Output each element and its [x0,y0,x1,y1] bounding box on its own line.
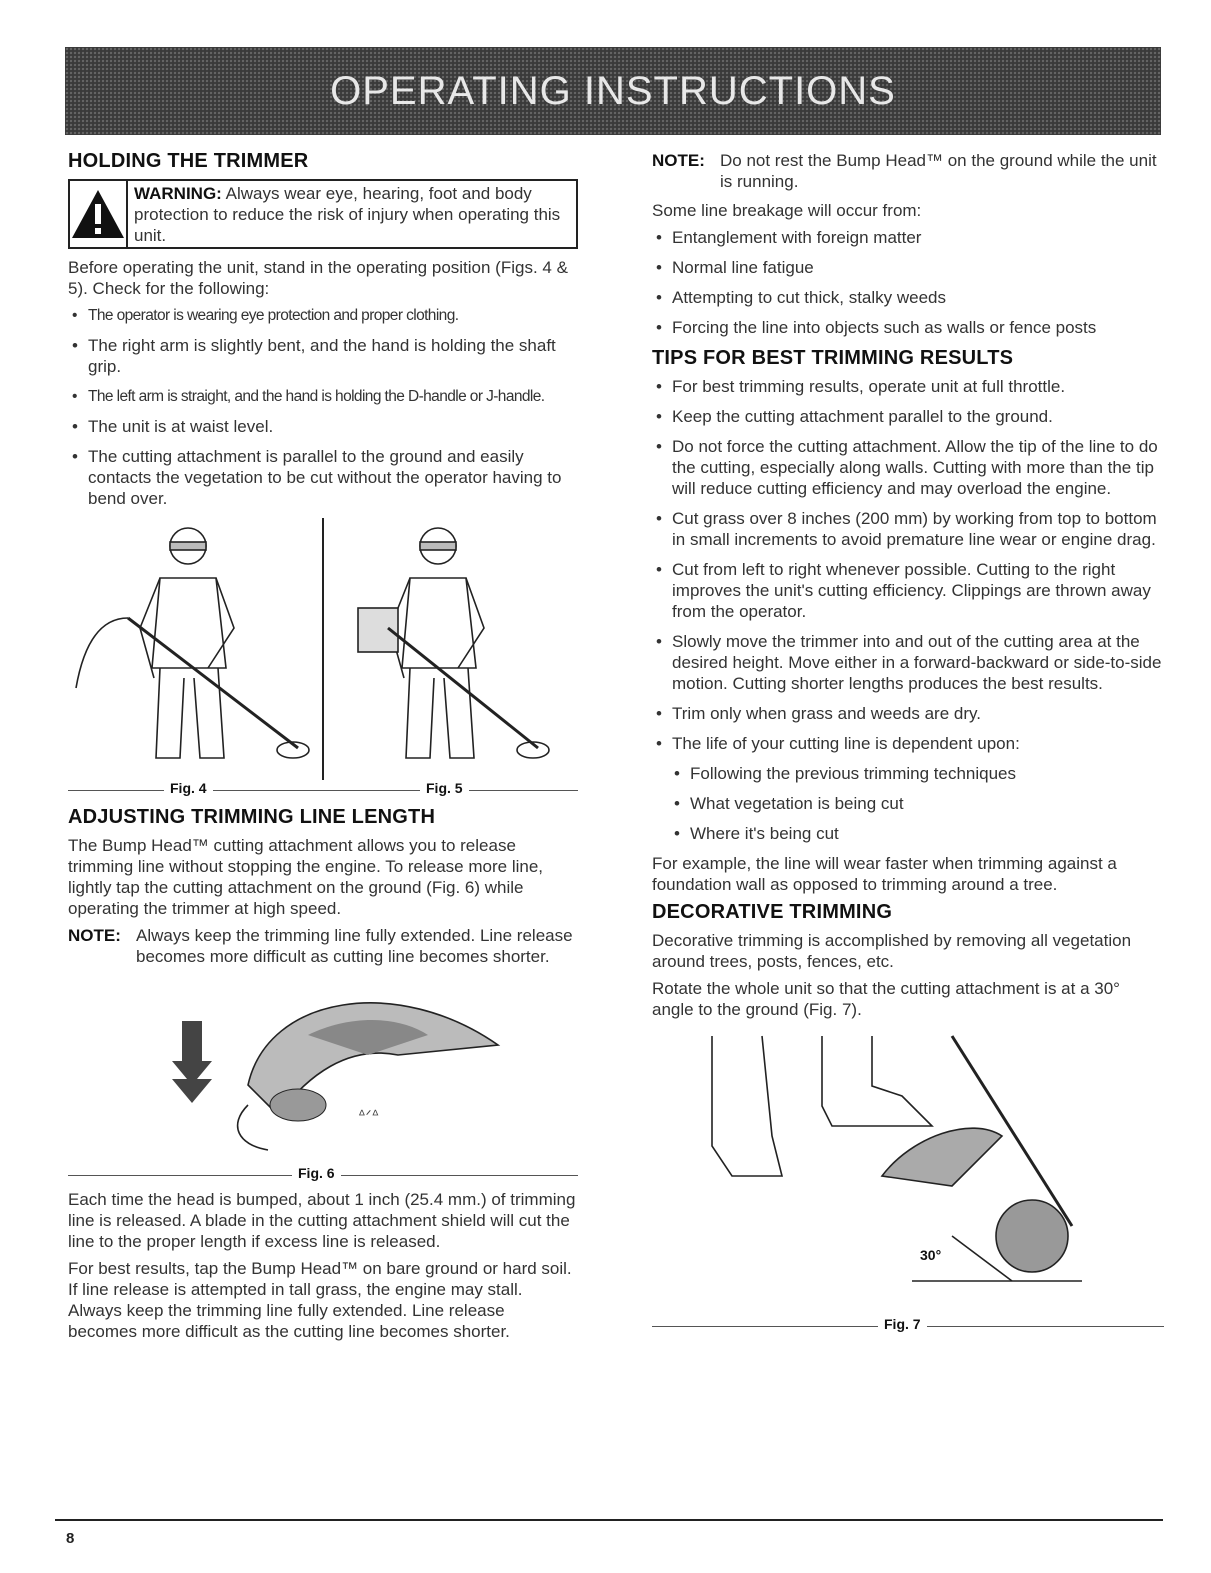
list-item: • The life of your cutting line is dependent upon: [652,733,1164,754]
note-text: Always keep the trimming line fully extended. Line release becomes more difficult as cutting line becomes shorter. [136,926,573,966]
page-title: OPERATING INSTRUCTIONS [330,68,896,113]
angle-label: 30° [920,1247,942,1263]
list-item: • Where it's being cut [652,823,1164,844]
note-label: NOTE: [68,926,121,945]
svg-text:ᐞᐟᐞ: ᐞᐟᐞ [358,1107,380,1123]
list-item: • Entanglement with foreign matter [652,227,1164,248]
figure-6 [68,975,578,1165]
list-item: • What vegetation is being cut [652,793,1164,814]
list-item: • The unit is at waist level. [68,416,578,437]
page-number: 8 [66,1530,75,1547]
adjusting-para3: For best results, tap the Bump Head™ on bare ground or hard soil. If line release is attempted in tall grass, the engine may stall. Always keep the trimming line fully extended. Line release becomes more difficult as the cutting line becomes shorter. [68,1259,572,1341]
left-column [68,150,578,1348]
tips-example: For example, the line will wear faster when trimming against a foundation wall as opposed to trimming around a tree. [652,854,1117,894]
holding-checklist [68,305,578,509]
fig6-caption: Fig. 6 [292,1165,341,1181]
fig5-caption: Fig. 5 [420,780,469,796]
list-item: • The operator is wearing eye protection and proper clothing. [68,305,578,326]
right-column [652,150,1164,1336]
fig4-caption: Fig. 4 [164,780,213,796]
list-item: • The cutting attachment is parallel to the ground and easily contacts the vegetation to be cut without the operator having to bend over. [68,446,578,509]
adjusting-para2: Each time the head is bumped, about 1 inch (25.4 mm.) of trimming line is released. A blade in the cutting attachment shield will cut the line to the proper length if excess line is released. [68,1190,576,1251]
decorative-para2: Rotate the whole unit so that the cutting attachment is at a 30° angle to the ground (Fig. 7). [652,979,1120,1019]
breakage-intro: Some line breakage will occur from: [652,201,922,220]
figure-7 [652,1026,1164,1316]
list-item: • Cut grass over 8 inches (200 mm) by working from top to bottom in small increments to avoid premature line wear or engine drag. [652,508,1164,550]
down-arrow-icon [172,1021,212,1103]
note-text: Do not rest the Bump Head™ on the ground while the unit is running. [720,151,1157,191]
warning-body: Always wear eye, hearing, foot and body protection to reduce the risk of injury when operating this unit. [134,184,561,245]
list-item: • Following the previous trimming techniques [652,763,1164,784]
bump-head-note [652,150,1164,192]
note-label: NOTE: [652,151,705,170]
fig7-caption: Fig. 7 [878,1316,927,1332]
list-item: • The right arm is slightly bent, and the hand is holding the shaft grip. [68,335,578,377]
operator-illustration [68,518,578,780]
list-item: • Keep the cutting attachment parallel to the ground. [652,406,1164,427]
figure-caption-row [652,1316,1164,1336]
list-item: • Slowly move the trimmer into and out of the cutting area at the desired height. Move either in a forward-backward or side-to-side motion. Cutting shorter lengths produces the best results. [652,631,1164,694]
list-item: • Do not force the cutting attachment. Allow the tip of the line to do the cutting, especially along walls. Cutting with more than the tip will reduce cutting efficiency and may overload the engine. [652,436,1164,499]
warning-box [68,179,578,249]
heading-adjusting: ADJUSTING TRIMMING LINE LENGTH [68,806,436,828]
figure-caption-row [68,1165,578,1185]
list-item: • Attempting to cut thick, stalky weeds [652,287,1164,308]
heading-holding: HOLDING THE TRIMMER [68,150,309,172]
warning-label: WARNING: [134,184,222,203]
heading-tips: TIPS FOR BEST TRIMMING RESULTS [652,347,1014,369]
list-item: • Forcing the line into objects such as walls or fence posts [652,317,1164,338]
warning-triangle-icon [70,181,128,247]
list-item: • For best trimming results, operate unit at full throttle. [652,376,1164,397]
list-item: • The left arm is straight, and the hand is holding the D-handle or J-handle. [68,386,578,407]
breakage-list [652,227,1164,338]
warning-text [128,181,576,247]
adjusting-para1: The Bump Head™ cutting attachment allows you to release trimming line without stopping the engine. To release more line, lightly tap the cutting attachment on the ground (Fig. 6) while operating the trimmer at high speed. [68,836,544,918]
decorative-para1: Decorative trimming is accomplished by removing all vegetation around trees, posts, fences, etc. [652,931,1132,971]
footer-rule [55,1519,1163,1521]
bump-head-illustration [68,975,578,1165]
tips-list [652,376,1164,844]
holding-intro: Before operating the unit, stand in the operating position (Figs. 4 & 5). Check for the following: [68,258,568,298]
list-item: • Normal line fatigue [652,257,1164,278]
section-banner [65,47,1161,135]
adjusting-note [68,925,578,967]
figures-4-5 [68,518,578,780]
decorative-trimming-illustration [652,1026,1164,1316]
list-item: • Trim only when grass and weeds are dry. [652,703,1164,724]
list-item: • Cut from left to right whenever possible. Cutting to the right improves the unit's cutting efficiency. Clippings are thrown away from the operator. [652,559,1164,622]
figure-caption-row [68,780,578,800]
heading-decorative: DECORATIVE TRIMMING [652,901,893,923]
